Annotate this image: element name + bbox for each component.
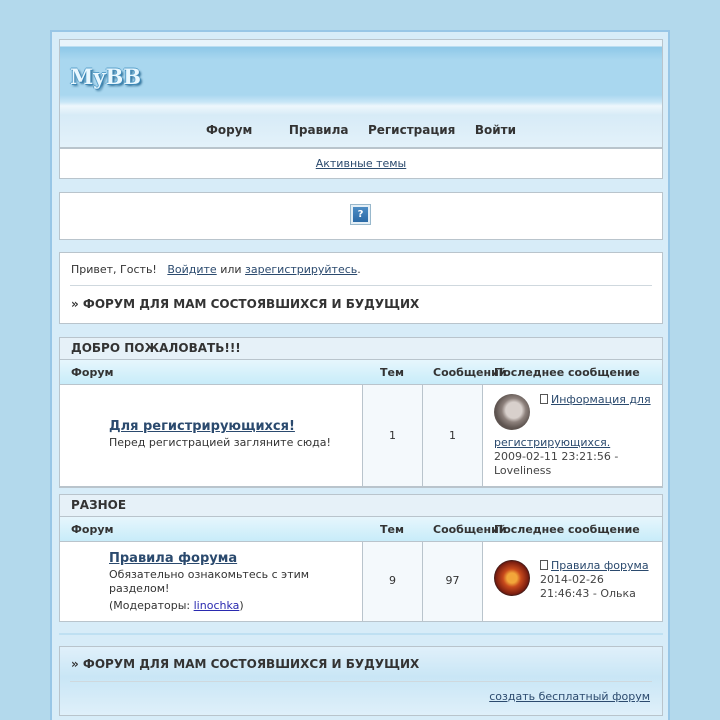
- col-last: Последнее сообщение: [494, 366, 640, 379]
- active-topics-link[interactable]: Активные темы: [315, 157, 407, 170]
- period-text: .: [357, 263, 361, 276]
- forum-description: Перед регистрацией загляните сюда!: [109, 436, 331, 449]
- col-topics: Тем: [380, 366, 404, 379]
- topics-value: 1: [389, 429, 396, 442]
- col-last: Последнее сообщение: [494, 523, 640, 536]
- greeting-line: [71, 263, 361, 276]
- moderators-close: ): [239, 599, 244, 612]
- forum-description-cont: разделом!: [109, 582, 170, 595]
- forum-row: [60, 542, 662, 621]
- last-post-date: 2014-02-26: [540, 573, 604, 586]
- category-title[interactable]: РАЗНОЕ: [60, 495, 662, 517]
- footer-breadcrumb[interactable]: » ФОРУМ ДЛЯ МАМ СОСТОЯВШИХСЯ И БУДУЩИХ: [71, 657, 420, 671]
- divider: [70, 681, 652, 682]
- category-misc: [59, 494, 663, 622]
- site-logo[interactable]: MyBB: [70, 64, 141, 89]
- login-link[interactable]: Войдите: [167, 263, 217, 276]
- col-posts: Сообщений: [433, 366, 507, 379]
- forum-topics-count: [362, 542, 422, 621]
- welcome-panel: [59, 252, 663, 324]
- register-link[interactable]: зарегистрируйтесь: [245, 263, 358, 276]
- posts-value: 1: [449, 429, 456, 442]
- forum-topics-count: [362, 385, 422, 486]
- create-forum-link[interactable]: создать бесплатный форум: [489, 690, 650, 703]
- last-post-time-user: 21:46:43 - Олька: [540, 587, 636, 600]
- forum-title-link[interactable]: Правила форума: [109, 551, 238, 566]
- last-post-date: 2009-02-11 23:21:56 -: [494, 450, 619, 463]
- main-nav: [60, 123, 662, 137]
- user-avatar[interactable]: [494, 394, 530, 430]
- col-forum: Форум: [71, 523, 114, 536]
- col-posts: Сообщений: [433, 523, 507, 536]
- forum-title-link[interactable]: Для регистрирующихся!: [109, 419, 295, 434]
- forum-last-post: [482, 542, 662, 621]
- col-topics: Тем: [380, 523, 404, 536]
- category-welcome: [59, 337, 663, 488]
- user-avatar[interactable]: [494, 560, 530, 596]
- document-icon: [540, 394, 548, 404]
- forum-last-post: [482, 385, 662, 486]
- active-topics-bar: [59, 148, 663, 179]
- page-wrapper: [50, 30, 670, 720]
- help-icon-glyph: ?: [353, 207, 368, 222]
- greeting-text: Привет, Гость!: [71, 263, 157, 276]
- last-post-line1: [540, 559, 649, 573]
- breadcrumb[interactable]: » ФОРУМ ДЛЯ МАМ СОСТОЯВШИХСЯ И БУДУЩИХ: [71, 297, 420, 311]
- last-post-link[interactable]: Информация для: [551, 393, 651, 406]
- forum-posts-count: [422, 385, 482, 486]
- or-text: или: [220, 263, 242, 276]
- column-headers: [60, 360, 662, 385]
- nav-forum[interactable]: Форум: [205, 123, 253, 137]
- last-post-line1: [540, 393, 651, 407]
- last-post-link-cont[interactable]: регистрирующихся.: [494, 436, 611, 449]
- forum-posts-count: [422, 542, 482, 621]
- forum-row: [60, 385, 662, 487]
- banner-area: [59, 192, 663, 240]
- moderator-link[interactable]: linochka: [193, 599, 240, 612]
- forum-description: Обязательно ознакомьтесь с этим: [109, 568, 310, 581]
- nav-login[interactable]: Войти: [474, 123, 517, 137]
- column-headers: [60, 517, 662, 542]
- divider: [70, 285, 652, 286]
- separator: [59, 633, 663, 635]
- moderators-label: (Модераторы:: [109, 599, 191, 612]
- page-footer: [59, 646, 663, 716]
- posts-value: 97: [445, 574, 460, 587]
- help-icon[interactable]: [350, 204, 371, 225]
- forum-moderators: [109, 599, 244, 613]
- last-post-user[interactable]: Loveliness: [494, 464, 552, 477]
- category-title[interactable]: ДОБРО ПОЖАЛОВАТЬ!!!: [60, 338, 662, 360]
- nav-rules[interactable]: Правила: [288, 123, 349, 137]
- site-header: [59, 39, 663, 148]
- last-post-link[interactable]: Правила форума: [551, 559, 649, 572]
- document-icon: [540, 560, 548, 570]
- col-forum: Форум: [71, 366, 114, 379]
- last-post-line2: [494, 436, 610, 450]
- topics-value: 9: [389, 574, 396, 587]
- nav-register[interactable]: Регистрация: [367, 123, 456, 137]
